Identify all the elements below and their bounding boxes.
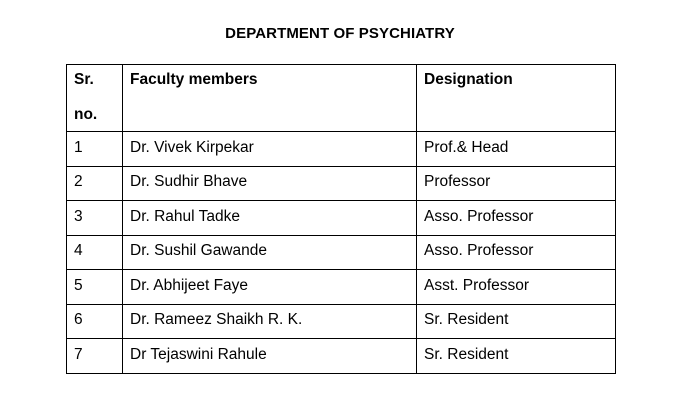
- cell-designation: Sr. Resident: [417, 339, 616, 374]
- cell-name: Dr. Vivek Kirpekar: [123, 132, 417, 167]
- table-row: [67, 339, 616, 374]
- faculty-table: [66, 64, 616, 374]
- table-row: [67, 270, 616, 305]
- header-faculty-members: Faculty members: [123, 65, 417, 132]
- cell-name: Dr. Sushil Gawande: [123, 235, 417, 270]
- cell-designation: Asso. Professor: [417, 201, 616, 236]
- cell-name: Dr. Abhijeet Faye: [123, 270, 417, 305]
- cell-designation: Asst. Professor: [417, 270, 616, 305]
- cell-sr: 2: [67, 166, 123, 201]
- cell-designation: Prof.& Head: [417, 132, 616, 167]
- cell-sr: 3: [67, 201, 123, 236]
- cell-sr: 1: [67, 132, 123, 167]
- cell-sr: 5: [67, 270, 123, 305]
- header-sr-no: [67, 65, 123, 132]
- cell-designation: Sr. Resident: [417, 304, 616, 339]
- cell-name: Dr. Sudhir Bhave: [123, 166, 417, 201]
- page-title: DEPARTMENT OF PSYCHIATRY: [225, 25, 455, 42]
- header-designation: Designation: [417, 65, 616, 132]
- header-sr-line1: Sr.: [74, 71, 94, 88]
- cell-name: Dr. Rameez Shaikh R. K.: [123, 304, 417, 339]
- cell-designation: Professor: [417, 166, 616, 201]
- table-row: [67, 235, 616, 270]
- table-row: [67, 304, 616, 339]
- cell-sr: 6: [67, 304, 123, 339]
- cell-designation: Asso. Professor: [417, 235, 616, 270]
- table-row: [67, 201, 616, 236]
- cell-sr: 4: [67, 235, 123, 270]
- cell-sr: 7: [67, 339, 123, 374]
- table-header-row: [67, 65, 616, 132]
- header-sr-line2: no.: [74, 106, 98, 123]
- cell-name: Dr. Rahul Tadke: [123, 201, 417, 236]
- cell-name: Dr Tejaswini Rahule: [123, 339, 417, 374]
- table-row: [67, 132, 616, 167]
- table-row: [67, 166, 616, 201]
